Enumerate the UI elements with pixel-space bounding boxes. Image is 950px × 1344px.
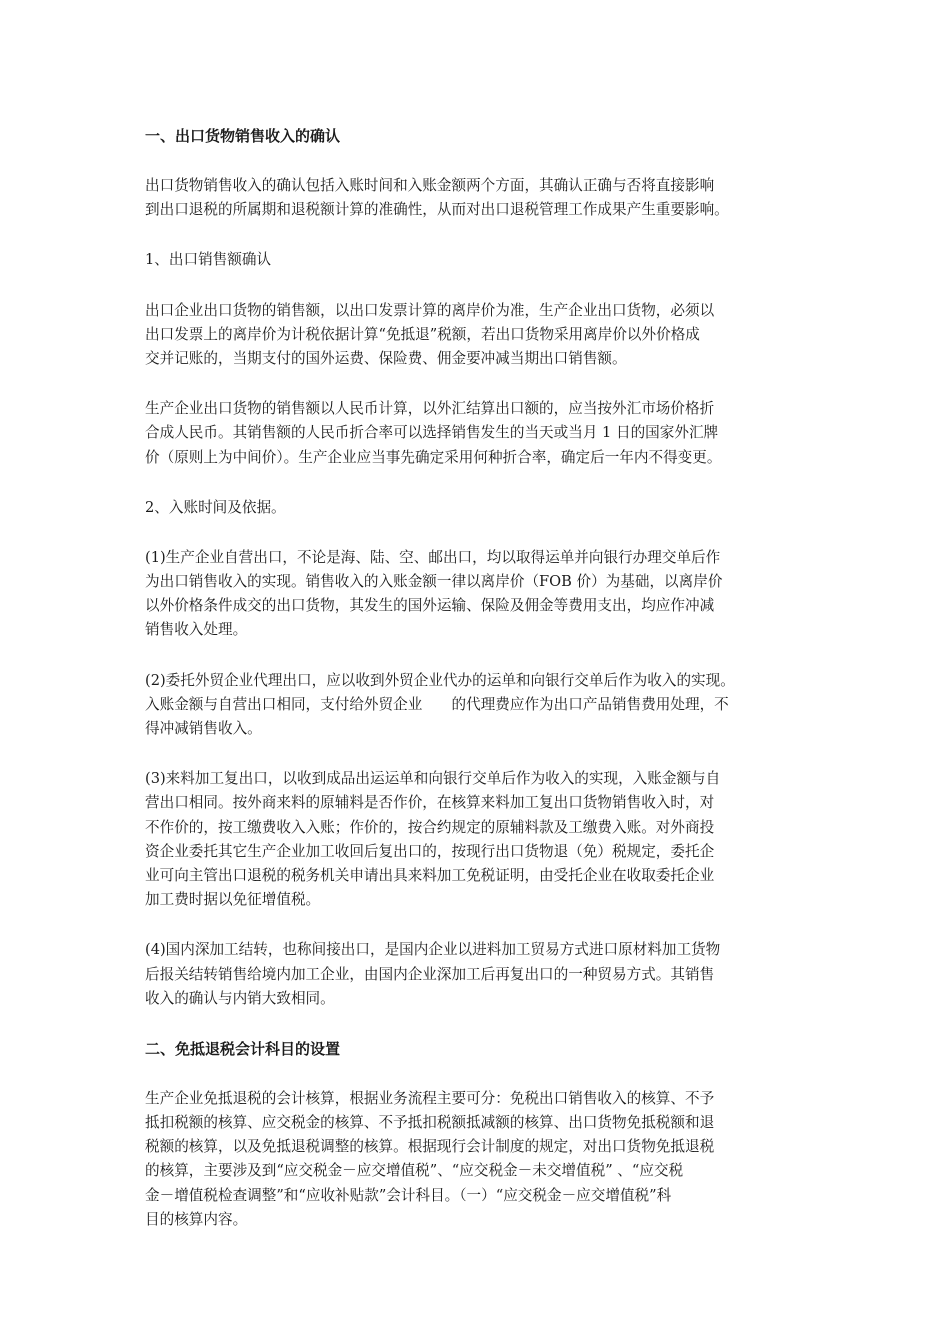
text-line: 抵扣税额的核算、应交税金的核算、不予抵扣税额抵减额的核算、出口货物免抵税额和退 (145, 1114, 715, 1132)
paragraph (145, 938, 815, 1011)
text-line: 目的核算内容。 (145, 1210, 248, 1228)
paragraph (145, 669, 815, 742)
text-line: 合成人民币。其销售额的人民币折合率可以选择销售发生的当天或当月 1 日的国家外汇牌 (145, 424, 719, 442)
text-line: (1)生产企业自营出口，不论是海、陆、空、邮出口，均以取得运单并向银行办理交单后作 (145, 548, 721, 566)
text-line: 后报关结转销售给境内加工企业，由国内企业深加工后再复出口的一种贸易方式。其销售 (145, 965, 715, 983)
text-line: (4)国内深加工结转，也称间接出口，是国内企业以进料加工贸易方式进口原材料加工货物 (145, 941, 721, 959)
text-line: 的核算，主要涉及到“应交税金－应交增值税”、“应交税金－未交增值税” 、“应交税 (145, 1162, 684, 1180)
text-line: 业可向主管出口退税的税务机关申请出具来料加工免税证明，由受托企业在收取委托企业 (145, 866, 715, 884)
text-line: 生产企业出口货物的销售额以人民币计算，以外汇结算出口额的，应当按外汇市场价格折 (145, 400, 715, 418)
paragraph (145, 397, 815, 470)
document-page (145, 124, 815, 1258)
section-heading: 一、出口货物销售收入的确认 (145, 127, 341, 145)
text-line: 不作价的，按工缴费收入入账；作价的，按合约规定的原辅料款及工缴费入账。对外商投 (145, 818, 715, 836)
text-line: 为出口销售收入的实现。销售收入的入账金额一律以离岸价（FOB 价）为基础，以离岸价 (145, 573, 723, 591)
text-line: 加工费时据以免征增值税。 (145, 891, 321, 909)
text-line: 到出口退税的所属期和退税额计算的准确性，从而对出口退税管理工作成果产生重要影响。 (145, 201, 729, 219)
paragraph (145, 767, 815, 912)
text-line: 出口企业出口货物的销售额，以出口发票计算的离岸价为准，生产企业出口货物，必须以 (145, 301, 715, 319)
text-line: 价（原则上为中间价）。生产企业应当事先确定采用何种折合率，确定后一年内不得变更。 (145, 448, 722, 466)
text-line: 销售收入处理。 (145, 621, 248, 639)
text-line: 出口发票上的离岸价为计税依据计算“免抵退”税额，若出口货物采用离岸价以外价格成 (145, 325, 700, 343)
text-line: 入账金额与自营出口相同，支付给外贸企业 的代理费应作为出口产品销售费用处理，不 (145, 695, 729, 713)
text-line: 金－增值税检查调整”和“应收补贴款”会计科目。（一）“应交税金－应交增值税”科 (145, 1186, 672, 1204)
text-line: 得冲减销售收入。 (145, 720, 262, 737)
section-heading: 二、免抵退税会计科目的设置 (145, 1039, 341, 1058)
subheading-line: 2、入账时间及依据。 (145, 498, 286, 516)
paragraph (145, 174, 815, 222)
text-line: 生产企业免抵退税的会计核算，根据业务流程主要可分：免税出口销售收入的核算、不予 (145, 1089, 715, 1107)
subheading-line: 1、出口销售额确认 (145, 251, 272, 269)
paragraph (145, 1087, 815, 1232)
text-line: 资企业委托其它生产企业加工收回后复出口的，按现行出口货物退（免）税规定，委托企 (145, 842, 715, 860)
text-line: 以外价格条件成交的出口货物，其发生的国外运输、保险及佣金等费用支出，均应作冲减 (145, 597, 715, 615)
text-line: (3)来料加工复出口，以收到成品出运运单和向银行交单后作为收入的实现，入账金额与自 (145, 770, 721, 788)
paragraph (145, 248, 815, 272)
text-line: 营出口相同。按外商来料的原辅料是否作价，在核算来料加工复出口货物销售收入时，对 (145, 794, 715, 812)
text-line: 收入的确认与内销大致相同。 (145, 989, 335, 1007)
text-line: 交并记账的，当期支付的国外运费、保险费、佣金要冲减当期出口销售额。 (145, 349, 627, 367)
text-line: 税额的核算，以及免抵退税调整的核算。根据现行会计制度的规定，对出口货物免抵退税 (145, 1138, 715, 1156)
paragraph (145, 546, 815, 643)
text-line: 出口货物销售收入的确认包括入账时间和入账金额两个方面，其确认正确与否将直接影响 (145, 177, 715, 194)
paragraph (145, 299, 815, 372)
text-line: (2)委托外贸企业代理出口，应以收到外贸企业代办的运单和向银行交单后作为收入的实现。 (145, 671, 735, 689)
paragraph (145, 496, 815, 520)
